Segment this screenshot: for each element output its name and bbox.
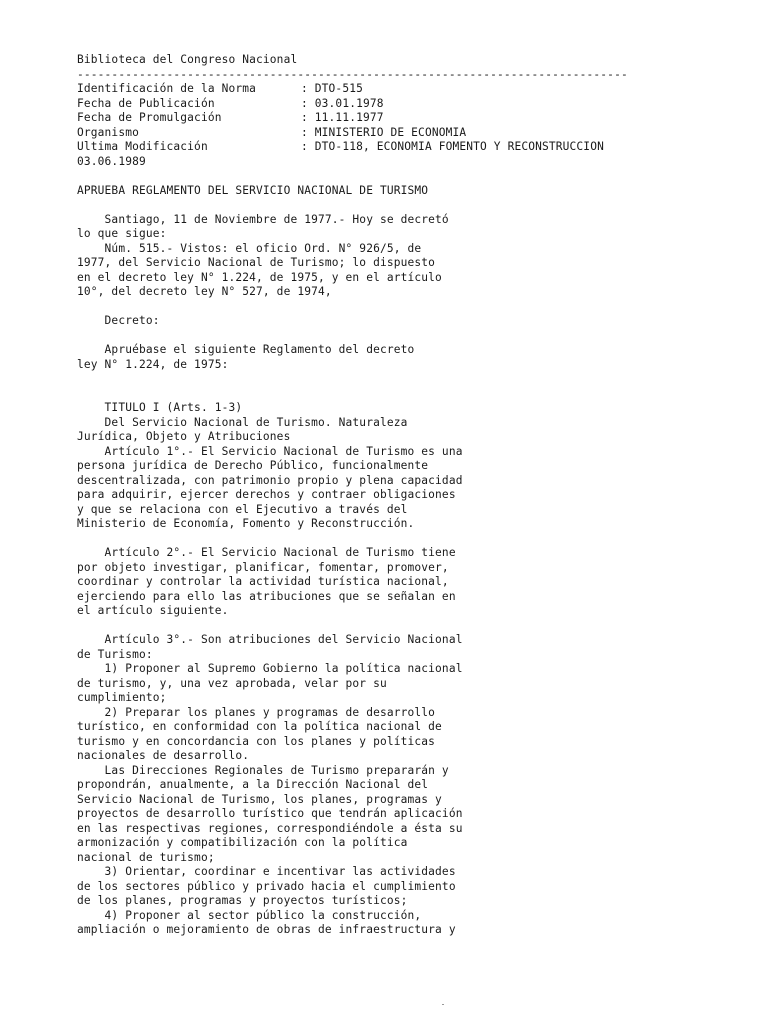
text-line: lo que sigue: bbox=[77, 227, 167, 240]
metadata-label: Fecha de Publicación bbox=[77, 96, 215, 110]
metadata-value: : DTO-118, ECONOMIA FOMENTO Y RECONSTRUCCION bbox=[301, 140, 604, 153]
metadata-row bbox=[77, 140, 717, 155]
metadata-value: : DTO-515 bbox=[301, 82, 363, 95]
text-line: nacionales de desarrollo. bbox=[77, 749, 250, 762]
metadata-block bbox=[77, 82, 717, 155]
articulo-2 bbox=[77, 546, 717, 619]
text-line: Las Direcciones Regionales de Turismo prepararán y bbox=[77, 763, 449, 777]
text-line: de Turismo: bbox=[77, 647, 153, 661]
text-line: 2) Preparar los planes y programas de desarrollo bbox=[77, 705, 436, 719]
apruebase-paragraph bbox=[77, 343, 717, 372]
text-line: el artículo siguiente. bbox=[77, 604, 229, 617]
text-line: turismo y en concordancia con los planes y políticas bbox=[77, 734, 436, 748]
articulo-3 bbox=[77, 633, 717, 938]
last-modification-date: 03.06.1989 bbox=[77, 154, 146, 168]
metadata-value: : 11.11.1977 bbox=[301, 111, 384, 124]
metadata-row bbox=[77, 97, 717, 112]
metadata-label: Organismo bbox=[77, 125, 139, 139]
text-line: de los sectores público y privado hacia el cumplimiento bbox=[77, 879, 456, 893]
text-line: ampliación o mejoramiento de obras de infraestructura y bbox=[77, 923, 456, 936]
text-line: TITULO I (Arts. 1-3) bbox=[77, 401, 243, 414]
text-line: 4) Proponer al sector público la construcción, bbox=[77, 908, 422, 922]
text-line: nacional de turismo; bbox=[77, 850, 215, 864]
text-line: de turismo, y, una vez aprobada, velar por su bbox=[77, 676, 387, 690]
text-line: 1977, del Servicio Nacional de Turismo; lo dispuesto bbox=[77, 256, 436, 269]
text-line: turístico, en conformidad con la política nacional de bbox=[77, 720, 442, 733]
text-line: Servicio Nacional de Turismo, los planes, programas y bbox=[77, 792, 442, 806]
text-line: ley N° 1.224, de 1975: bbox=[77, 357, 229, 371]
text-line: cumplimiento; bbox=[77, 691, 167, 704]
text-line: propondrán, anualmente, a la Dirección Nacional del bbox=[77, 778, 429, 791]
preamble bbox=[77, 213, 717, 300]
text-line: Apruébase el siguiente Reglamento del decreto bbox=[77, 343, 415, 356]
text-line: 3) Orientar, coordinar e incentivar las actividades bbox=[77, 865, 456, 878]
text-line: Artículo 1°.- El Servicio Nacional de Turismo es una bbox=[77, 444, 463, 458]
metadata-label: Identificación de la Norma bbox=[77, 82, 257, 95]
text-line: coordinar y controlar la actividad turística nacional, bbox=[77, 575, 449, 588]
text-line: proyectos de desarrollo turístico que tendrán aplicación bbox=[77, 807, 463, 820]
text-line: Del Servicio Nacional de Turismo. Naturaleza bbox=[77, 415, 408, 429]
page-speck bbox=[442, 1004, 444, 1005]
text-line: persona jurídica de Derecho Público, funcionalmente bbox=[77, 459, 429, 472]
metadata-row bbox=[77, 111, 717, 126]
metadata-value: : MINISTERIO DE ECONOMIA bbox=[301, 125, 467, 139]
text-line: descentralizada, con patrimonio propio y plena capacidad bbox=[77, 473, 463, 487]
text-line: Santiago, 11 de Noviembre de 1977.- Hoy se decretó bbox=[77, 212, 449, 226]
text-line: Ministerio de Economía, Fomento y Reconstrucción. bbox=[77, 517, 415, 530]
text-line: en las respectivas regiones, correspondiéndole a ésta su bbox=[77, 821, 463, 835]
text-line: ejerciendo para ello las atribuciones que se señalan en bbox=[77, 589, 456, 603]
metadata-label: Ultima Modificación bbox=[77, 140, 208, 153]
text-line: Núm. 515.- Vistos: el oficio Ord. N° 926/5, de bbox=[77, 241, 422, 255]
text-line: Artículo 2°.- El Servicio Nacional de Turismo tiene bbox=[77, 546, 456, 559]
document-page bbox=[77, 53, 717, 938]
text-line: para adquirir, ejercer derechos y contraer obligaciones bbox=[77, 488, 456, 501]
text-line: armonización y compatibilización con la política bbox=[77, 836, 408, 849]
metadata-row bbox=[77, 126, 717, 141]
text-line: de los planes, programas y proyectos turísticos; bbox=[77, 894, 408, 907]
library-header: Biblioteca del Congreso Nacional bbox=[77, 53, 298, 66]
decreto-heading: Decreto: bbox=[77, 314, 160, 327]
header-rule: -------------------------------------------------------------------------------- bbox=[77, 67, 628, 81]
metadata-label: Fecha de Promulgación bbox=[77, 111, 222, 124]
text-line: y que se relaciona con el Ejecutivo a través del bbox=[77, 502, 408, 516]
metadata-row bbox=[77, 82, 717, 97]
document-title: APRUEBA REGLAMENTO DEL SERVICIO NACIONAL DE TURISMO bbox=[77, 183, 429, 197]
text-line: 10°, del decreto ley N° 527, de 1974, bbox=[77, 285, 332, 298]
metadata-value: : 03.01.1978 bbox=[301, 96, 384, 110]
text-line: 1) Proponer al Supremo Gobierno la política nacional bbox=[77, 662, 463, 675]
text-line: por objeto investigar, planificar, fomentar, promover, bbox=[77, 560, 449, 574]
titulo-section bbox=[77, 401, 717, 532]
text-line: en el decreto ley N° 1.224, de 1975, y en el artículo bbox=[77, 270, 442, 284]
text-line: Jurídica, Objeto y Atribuciones bbox=[77, 430, 291, 443]
text-line: Artículo 3°.- Son atribuciones del Servicio Nacional bbox=[77, 633, 463, 646]
